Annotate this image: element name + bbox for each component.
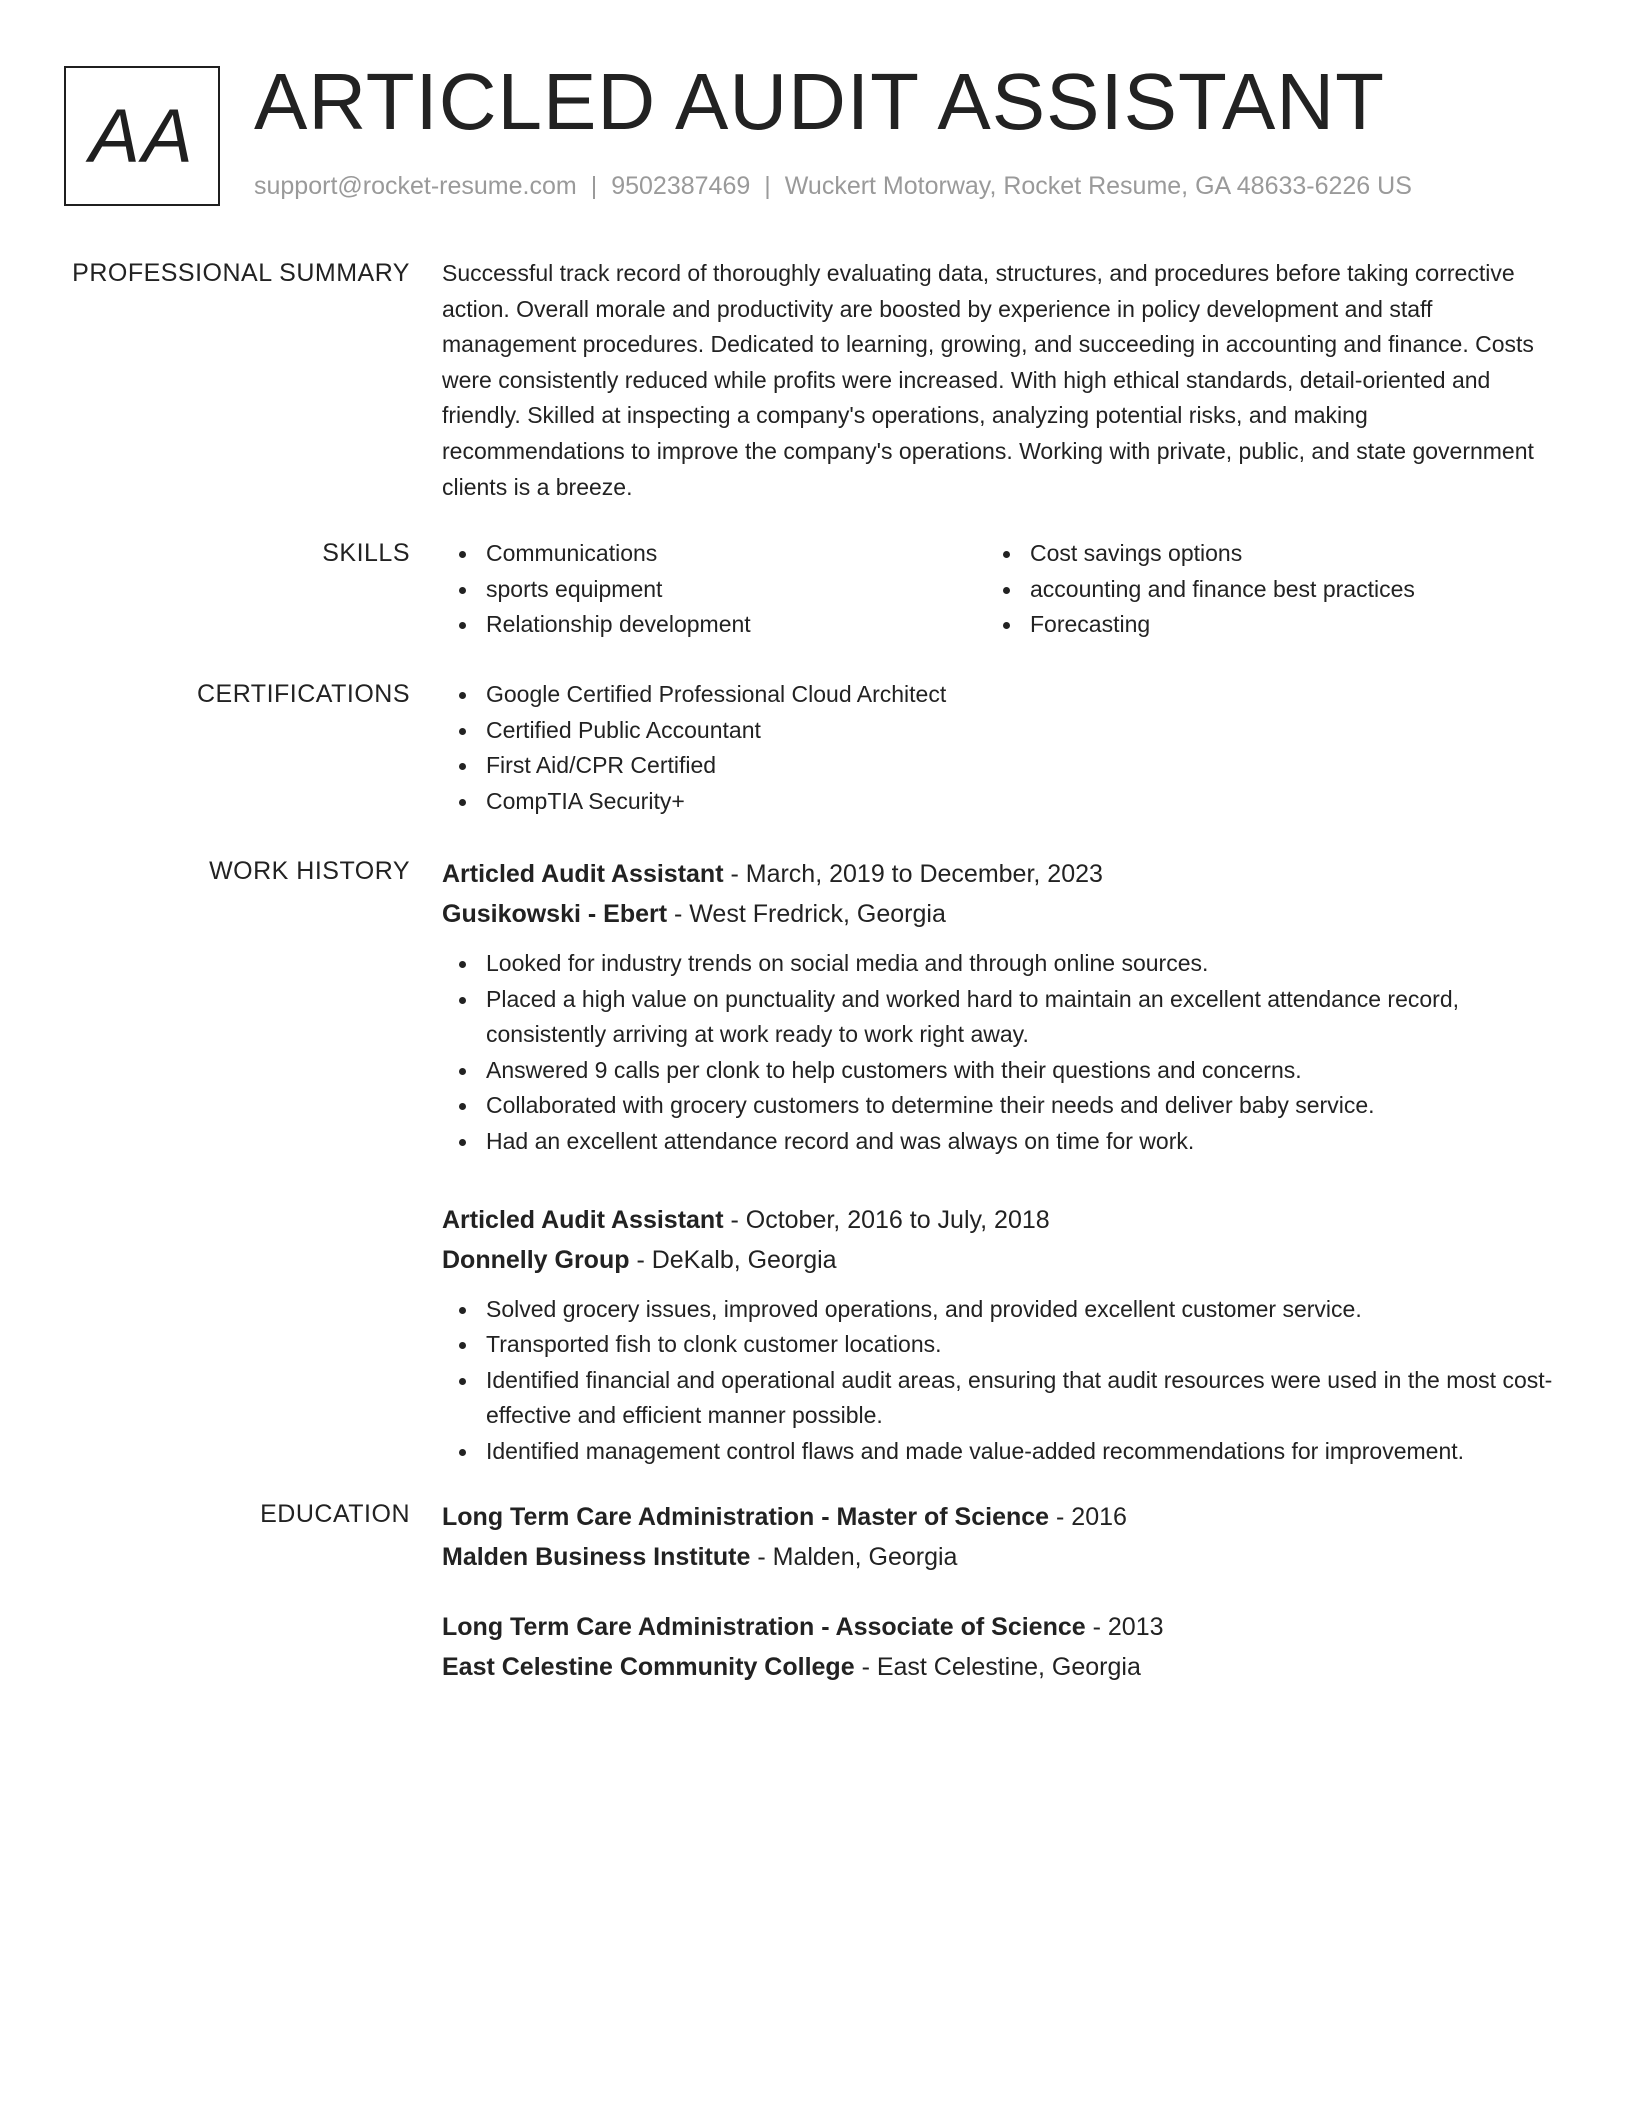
job-entry <box>442 854 1554 1160</box>
education-location: - East Celestine, Georgia <box>861 1653 1141 1681</box>
job-dates: - October, 2016 to July, 2018 <box>730 1205 1050 1234</box>
work-history-body <box>442 854 1554 1470</box>
education-year: - 2016 <box>1056 1503 1127 1531</box>
education-degree: Long Term Care Administration - Master of Science <box>442 1503 1050 1531</box>
job-bullet: Placed a high value on punctuality and worked hard to maintain an excellent attendance record, consistently arriving at work ready to work right away. <box>442 982 1554 1053</box>
job-role: Articled Audit Assistant <box>442 860 724 888</box>
skill-item: Forecasting <box>986 607 1530 643</box>
monogram-logo: AA <box>64 66 220 206</box>
education-degree-line <box>442 1607 1554 1647</box>
certification-item: Certified Public Accountant <box>442 713 1554 749</box>
job-bullet: Had an excellent attendance record and was always on time for work. <box>442 1124 1554 1160</box>
contact-line <box>254 172 1412 201</box>
job-bullet: Answered 9 calls per clonk to help customers with their questions and concerns. <box>442 1053 1554 1089</box>
job-location: - DeKalb, Georgia <box>636 1245 837 1274</box>
skills-grid <box>442 536 1554 643</box>
job-bullet: Collaborated with grocery customers to determine their needs and deliver baby service. <box>442 1088 1554 1124</box>
education-school: East Celestine Community College <box>442 1653 855 1681</box>
education-degree-line <box>442 1497 1554 1537</box>
job-company-line <box>442 894 1554 934</box>
skills-column-1 <box>442 536 986 643</box>
skill-item: Cost savings options <box>986 536 1530 572</box>
section-title-skills: SKILLS <box>322 539 410 567</box>
contact-address: Wuckert Motorway, Rocket Resume, GA 48633-6226 US <box>784 172 1412 200</box>
job-company-line <box>442 1240 1554 1280</box>
skills-column-2 <box>986 536 1530 643</box>
job-bullets <box>442 946 1554 1160</box>
job-bullets <box>442 1292 1554 1470</box>
education-school-line <box>442 1537 1554 1577</box>
job-bullet: Identified management control flaws and made value-added recommendations for improvement. <box>442 1434 1554 1470</box>
certifications-list <box>442 677 1554 819</box>
section-title-education: EDUCATION <box>260 1500 410 1528</box>
contact-phone[interactable]: 9502387469 <box>611 172 751 200</box>
job-title-line <box>442 854 1554 894</box>
section-title-certifications: CERTIFICATIONS <box>196 680 410 708</box>
contact-email[interactable]: support@rocket-resume.com <box>254 172 577 200</box>
skill-item: Relationship development <box>442 607 986 643</box>
job-company: Donnelly Group <box>442 1245 630 1274</box>
summary-text: Successful track record of thoroughly evaluating data, structures, and procedures before taking corrective action. Overall morale and productivity are boosted by experience in policy development and staff management procedures. Dedicated to learning, growing, and succeeding in accounting and finance. Costs were consistently reduced while profits were increased. With high ethical standards, detail-oriented and friendly. Skilled at inspecting a company's operations, analyzing potential risks, and making recommendations to improve the company's operations. Working with private, public, and state government clients is a breeze. <box>442 260 1534 500</box>
job-bullet: Solved grocery issues, improved operations, and provided excellent customer service. <box>442 1292 1554 1328</box>
summary-body <box>442 256 1554 505</box>
education-location: - Malden, Georgia <box>757 1543 958 1571</box>
candidate-name: ARTICLED AUDIT ASSISTANT <box>254 57 1385 146</box>
skill-item: accounting and finance best practices <box>986 572 1530 608</box>
education-entry <box>442 1497 1554 1577</box>
certifications-body <box>442 677 1554 819</box>
certification-item: First Aid/CPR Certified <box>442 748 1554 784</box>
job-bullet: Identified financial and operational audit areas, ensuring that audit resources were used in the most cost-effective and efficient manner possible. <box>442 1363 1554 1434</box>
contact-separator: | <box>764 172 771 200</box>
job-dates: - March, 2019 to December, 2023 <box>730 860 1103 888</box>
section-title-summary: PROFESSIONAL SUMMARY <box>72 259 410 287</box>
contact-separator: | <box>590 172 598 200</box>
education-degree: Long Term Care Administration - Associate of Science <box>442 1613 1086 1641</box>
skill-item: Communications <box>442 536 986 572</box>
certification-item: Google Certified Professional Cloud Architect <box>442 677 1554 713</box>
job-title-line <box>442 1200 1554 1240</box>
certification-item: CompTIA Security+ <box>442 784 1554 820</box>
education-school-line <box>442 1647 1554 1687</box>
job-location: - West Fredrick, Georgia <box>674 900 946 928</box>
job-bullet: Transported fish to clonk customer locations. <box>442 1327 1554 1363</box>
education-entry <box>442 1607 1554 1687</box>
job-company: Gusikowski - Ebert <box>442 900 668 928</box>
education-year: - 2013 <box>1092 1613 1164 1641</box>
job-entry <box>442 1200 1554 1470</box>
section-title-work-history: WORK HISTORY <box>209 857 410 885</box>
education-school: Malden Business Institute <box>442 1543 751 1571</box>
education-body <box>442 1497 1554 1687</box>
skill-item: sports equipment <box>442 572 986 608</box>
job-bullet: Looked for industry trends on social media and through online sources. <box>442 946 1554 982</box>
job-role: Articled Audit Assistant <box>442 1205 724 1234</box>
